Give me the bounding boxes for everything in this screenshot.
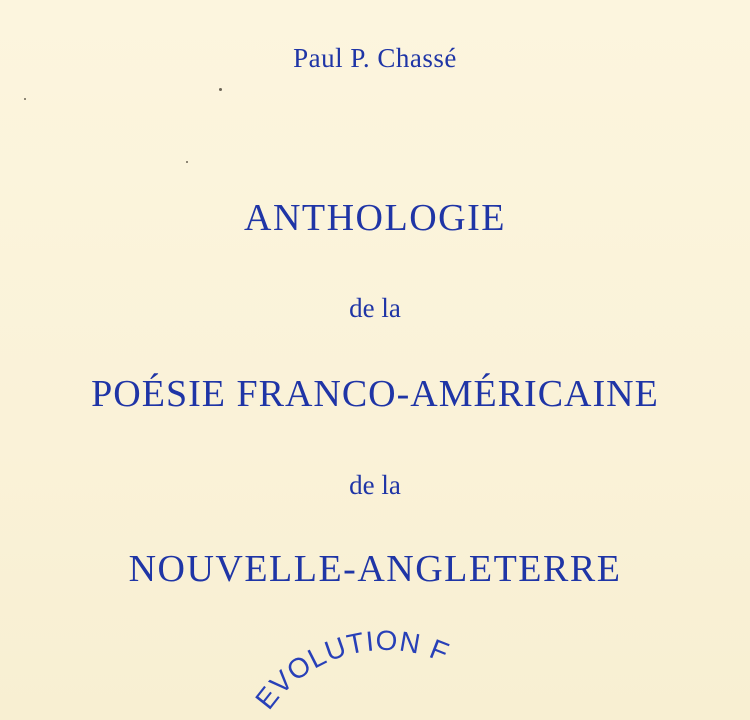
title-subject: POÉSIE FRANCO-AMÉRICAINE [91, 373, 659, 415]
title-connector: de la [349, 293, 401, 323]
title-connector: de la [349, 470, 401, 500]
paper-speck [24, 98, 26, 100]
stamp-text [249, 625, 454, 715]
title-region: NOUVELLE-ANGLETERRE [128, 548, 622, 590]
paper-speck [219, 88, 222, 91]
paper-speck [186, 161, 188, 163]
stamp-text-path: EVOLUTION F [249, 624, 454, 715]
author-name: Paul P. Chassé [293, 43, 457, 73]
title-main: ANTHOLOGIE [244, 197, 506, 239]
